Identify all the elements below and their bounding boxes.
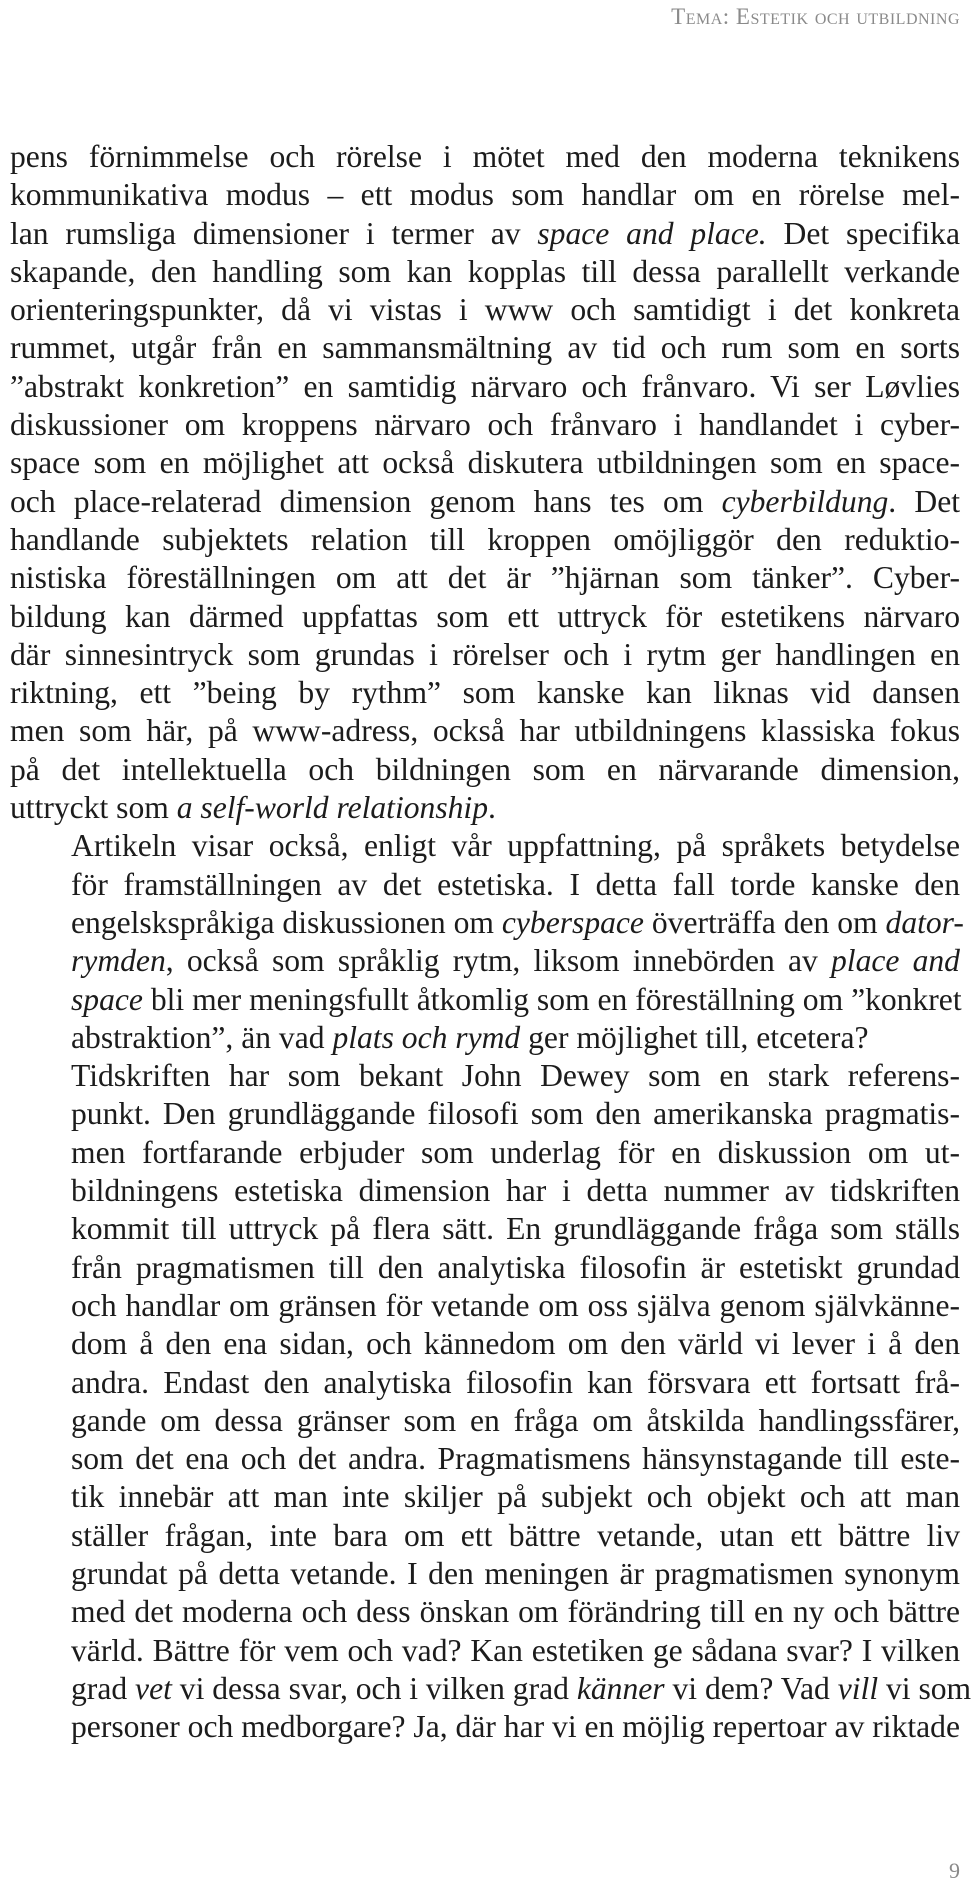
text-line: för framställningen av det estetiska. I detta fall torde kanske den [71, 866, 960, 902]
text-line: nistiska föreställningen om att det är ”hjärnan som tänker”. Cyber- [10, 560, 960, 596]
text-line: pens förnimmelse och rörelse i mötet med den moderna teknikens [10, 139, 960, 174]
text-line: på det intellektuella och bildningen som en närvarande dimension, [10, 751, 960, 787]
text-line: skapande, den handling som kan kopplas till dessa parallellt verkande [10, 253, 960, 289]
text-line: tik innebär att man inte skiljer på subjekt och objekt och att man [71, 1479, 960, 1515]
text-line: värld. Bättre för vem och vad? Kan estetiken ge sådana svar? I vilken [71, 1632, 960, 1668]
text-line: space som en möjlighet att också diskutera utbildningen som en space- [10, 445, 960, 481]
text-line: och place-relaterad dimension genom hans tes om cyberbildung. Det [10, 483, 960, 519]
text-line: riktning, ett ”being by rythm” som kanske kan liknas vid dansen [10, 675, 960, 711]
paragraph-3 [10, 1057, 971, 1746]
text-line: Artikeln visar också, enligt vår uppfattning, på språkets betydelse [71, 828, 960, 864]
text-line: lan rumsliga dimensioner i termer av space and place. Det specifika [10, 215, 961, 251]
italic-term: place and [831, 943, 960, 979]
text-line: space bli mer meningsfullt åtkomlig som en föreställning om ”konkret [71, 981, 962, 1017]
text-line: punkt. Den grundläggande filosofi som den amerikanska pragmatis- [71, 1096, 960, 1132]
page-number: 9 [949, 1858, 960, 1883]
italic-term: space [71, 981, 143, 1017]
italic-term: a self-world relationship [176, 790, 488, 826]
italic-term: cyberbildung [721, 483, 889, 519]
italic-term: plats och rymd [332, 1019, 521, 1055]
text-line: där sinnesintryck som grundas i rörelser och i rytm ger handlingen en [10, 636, 960, 672]
text-line: dom å den ena sidan, och kännedom om den värld vi lever i å den [71, 1326, 960, 1362]
text-line: från pragmatismen till den analytiska filosofin är estetiskt grundad [71, 1249, 960, 1285]
text-line: andra. Endast den analytiska filosofin kan försvara ett fortsatt frå- [71, 1364, 960, 1400]
paragraph-2 [10, 827, 964, 1057]
text-line: kommunikativa modus – ett modus som handlar om en rörelse mel- [10, 177, 960, 213]
italic-term: cyberspace [501, 904, 644, 940]
text-line: personer och medborgare? Ja, där har vi en möjlig repertoar av riktade [71, 1709, 960, 1745]
italic-term: rymden [71, 943, 166, 979]
article-body [10, 138, 971, 1746]
text-line: men fortfarande erbjuder som underlag för en diskussion om ut- [71, 1134, 960, 1170]
text-line: grundat på detta vetande. I den meningen är pragmatismen synonym [71, 1555, 960, 1591]
text-line: Tidskriften har som bekant John Dewey som en stark referens- [71, 1058, 960, 1094]
text-line: ”abstrakt konkretion” en samtidig närvaro och frånvaro. Vi ser Løvlies [10, 368, 960, 404]
text-line: bildningens estetiska dimension har i detta nummer av tidskriften [71, 1173, 960, 1209]
text-line: orienteringspunkter, då vi vistas i www och samtidigt i det konkreta [10, 292, 960, 328]
italic-term: space and place. [537, 215, 767, 251]
text-line: handlande subjektets relation till kroppen omöjliggör den reduktio- [10, 521, 960, 557]
text-line: med det moderna och dess önskan om förändring till en ny och bättre [71, 1594, 960, 1630]
paragraph-1 [10, 138, 960, 827]
text-line: och handlar om gränsen för vetande om oss själva genom självkänne- [71, 1287, 960, 1323]
text-line: bildung kan därmed uppfattas som ett uttryck för estetikens närvaro [10, 598, 960, 634]
text-line: gande om dessa gränser som en fråga om åtskilda handlingssfärer, [71, 1402, 960, 1438]
italic-term: dator- [885, 904, 964, 940]
text-line: uttryckt som a self-world relationship. [10, 790, 496, 826]
running-head: Tema: Estetik och utbildning [671, 4, 960, 29]
text-line: grad vet vi dessa svar, och i vilken grad känner vi dem? Vad vill vi som [71, 1670, 971, 1706]
text-line: ställer frågan, inte bara om ett bättre vetande, utan ett bättre liv [71, 1517, 960, 1553]
text-line: som det ena och det andra. Pragmatismens hänsynstagande till este- [71, 1441, 960, 1477]
text-line: abstraktion”, än vad plats och rymd ger möjlighet till, etcetera? [71, 1019, 869, 1055]
italic-term: vet [135, 1670, 172, 1706]
text-line: men som här, på www-adress, också har utbildningens klassiska fokus [10, 713, 960, 749]
text-line: rummet, utgår från en sammansmältning av tid och rum som en sorts [10, 330, 960, 366]
text-line: diskussioner om kroppens närvaro och frånvaro i handlandet i cyber- [10, 407, 960, 443]
text-line: rymden, också som språklig rytm, liksom innebörden av place and [71, 943, 960, 979]
italic-term: känner [576, 1670, 665, 1706]
text-line: kommit till uttryck på flera sätt. En grundläggande fråga som ställs [71, 1211, 960, 1247]
italic-term: vill [837, 1670, 879, 1706]
text-line: engelskspråkiga diskussionen om cyberspace överträffa den om dator- [71, 904, 964, 940]
